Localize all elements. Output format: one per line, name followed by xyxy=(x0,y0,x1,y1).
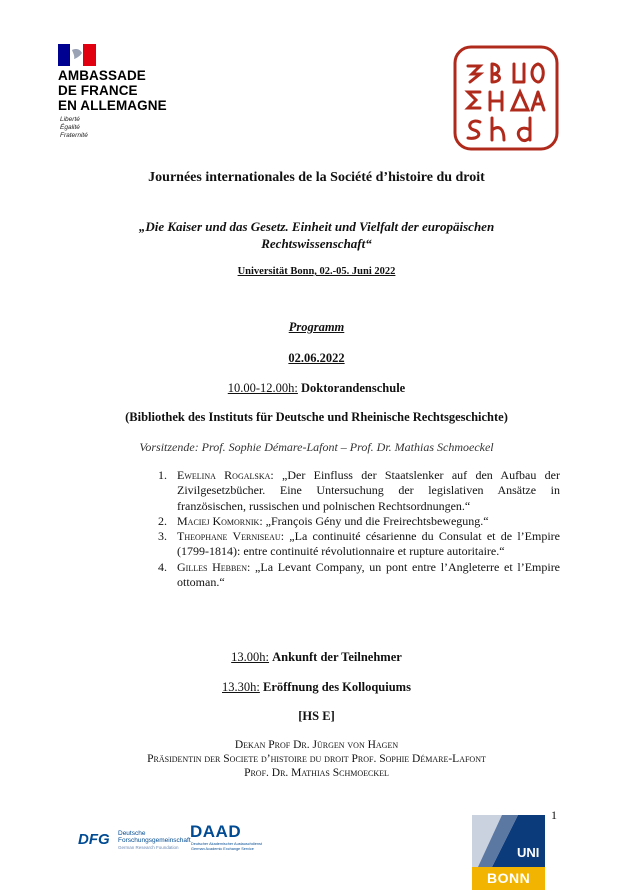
talk-title: : „François Gény und die Freirechtsbewegung.“ xyxy=(259,513,489,528)
subtitle-line: Rechtswissenschaft“ xyxy=(261,236,372,251)
session-title: Ankunft der Teilnehmer xyxy=(272,650,402,664)
uni-bonn-logo xyxy=(472,815,545,890)
talk-title: : „La Levant Company, un pont entre l’Angleterre et l’Empire ottoman.“ xyxy=(177,559,561,590)
motto-line: Fraternité xyxy=(60,132,88,139)
speaker-name: Ewelina Rogalska xyxy=(177,468,271,482)
page-number: 1 xyxy=(551,808,557,822)
list-item xyxy=(158,468,560,514)
dfg-mark: DFG xyxy=(78,831,110,848)
shd-seal-logo xyxy=(452,44,560,152)
talk-title: : „Der Einfluss der Staatslenker auf den Aufbau der Zivilgesetzbücher. Eine Untersuchung der legislativen Ansätze in französischen, russischen und polnischen Rechtsordnungen.“ xyxy=(177,468,561,513)
list-number: 1. xyxy=(158,468,167,482)
session-line xyxy=(0,381,633,396)
embassy-name-line: EN ALLEMAGNE xyxy=(58,98,167,113)
daad-logo xyxy=(190,822,290,856)
dfg-name: Deutsche xyxy=(118,830,146,837)
marianne-flag-logo xyxy=(58,44,96,66)
speaker-name: Gilles Hebben xyxy=(177,559,248,574)
bonn-label: BONN xyxy=(487,870,531,886)
session-time: 10.00-12.00h: xyxy=(227,381,298,395)
session-time: 13.00h: xyxy=(231,650,270,664)
venue-date: Universität Bonn, 02.-05. Juni 2022 xyxy=(237,266,396,277)
session-title: Eröffnung des Kolloquiums xyxy=(263,680,411,694)
motto-line: Égalité xyxy=(60,124,80,131)
subtitle-line: „Die Kaiser und das Gesetz. Einheit und Vielfalt der europäischen xyxy=(138,219,495,234)
daad-subtitle: German Academic Exchange Service xyxy=(191,847,254,851)
list-item xyxy=(158,529,560,560)
programm-heading: Programm xyxy=(288,320,345,334)
uni-label: UNI xyxy=(517,845,540,860)
speaker-line: Dekan Prof Dr. Jürgen von Hagen xyxy=(234,739,399,751)
list-item xyxy=(158,514,560,529)
session-time: 13.30h: xyxy=(222,680,260,694)
daad-mark: DAAD xyxy=(190,822,242,841)
embassy-name-line: DE FRANCE xyxy=(58,83,138,98)
embassy-name-line: AMBASSADE xyxy=(58,68,146,83)
daad-subtitle: Deutscher Akademischer Austauschdienst xyxy=(191,842,262,846)
speaker-line: Präsidentin der Societe d’histoire du droit Prof. Sophie Démare-Lafont xyxy=(147,753,486,765)
list-item xyxy=(158,560,560,591)
speaker-name: Maciej Komornik xyxy=(177,513,260,528)
session-line xyxy=(0,680,633,695)
list-number: 2. xyxy=(158,513,167,528)
chairs-line: Vorsitzende: Prof. Sophie Démare-Lafont – Prof. Dr. Mathias Schmoeckel xyxy=(139,440,494,454)
dfg-logo xyxy=(78,829,191,859)
session-line xyxy=(0,650,633,665)
dfg-name: Forschungsgemeinschaft xyxy=(118,837,191,844)
speaker-name: Theophane Verniseau xyxy=(177,529,281,544)
room-label: [HS E] xyxy=(298,709,335,723)
session-title: Doktorandenschule xyxy=(301,381,406,395)
talk-title: : „La continuité césarienne du Consulat et de l’Empire (1799-1814): entre continuité révolutionnaire et rupture autoritaire.“ xyxy=(177,529,560,559)
dfg-subtitle: German Research Foundation xyxy=(118,845,179,850)
motto-line: Liberté xyxy=(60,116,80,123)
day-heading: 02.06.2022 xyxy=(288,351,345,365)
session-location: (Bibliothek des Instituts für Deutsche und Rheinische Rechtsgeschichte) xyxy=(125,410,508,424)
list-number: 4. xyxy=(158,559,167,574)
list-number: 3. xyxy=(158,529,167,544)
talk-list xyxy=(158,468,560,590)
conference-title: Journées internationales de la Société d’histoire du droit xyxy=(148,170,485,185)
speaker-line: Prof. Dr. Mathias Schmoeckel xyxy=(244,767,389,779)
